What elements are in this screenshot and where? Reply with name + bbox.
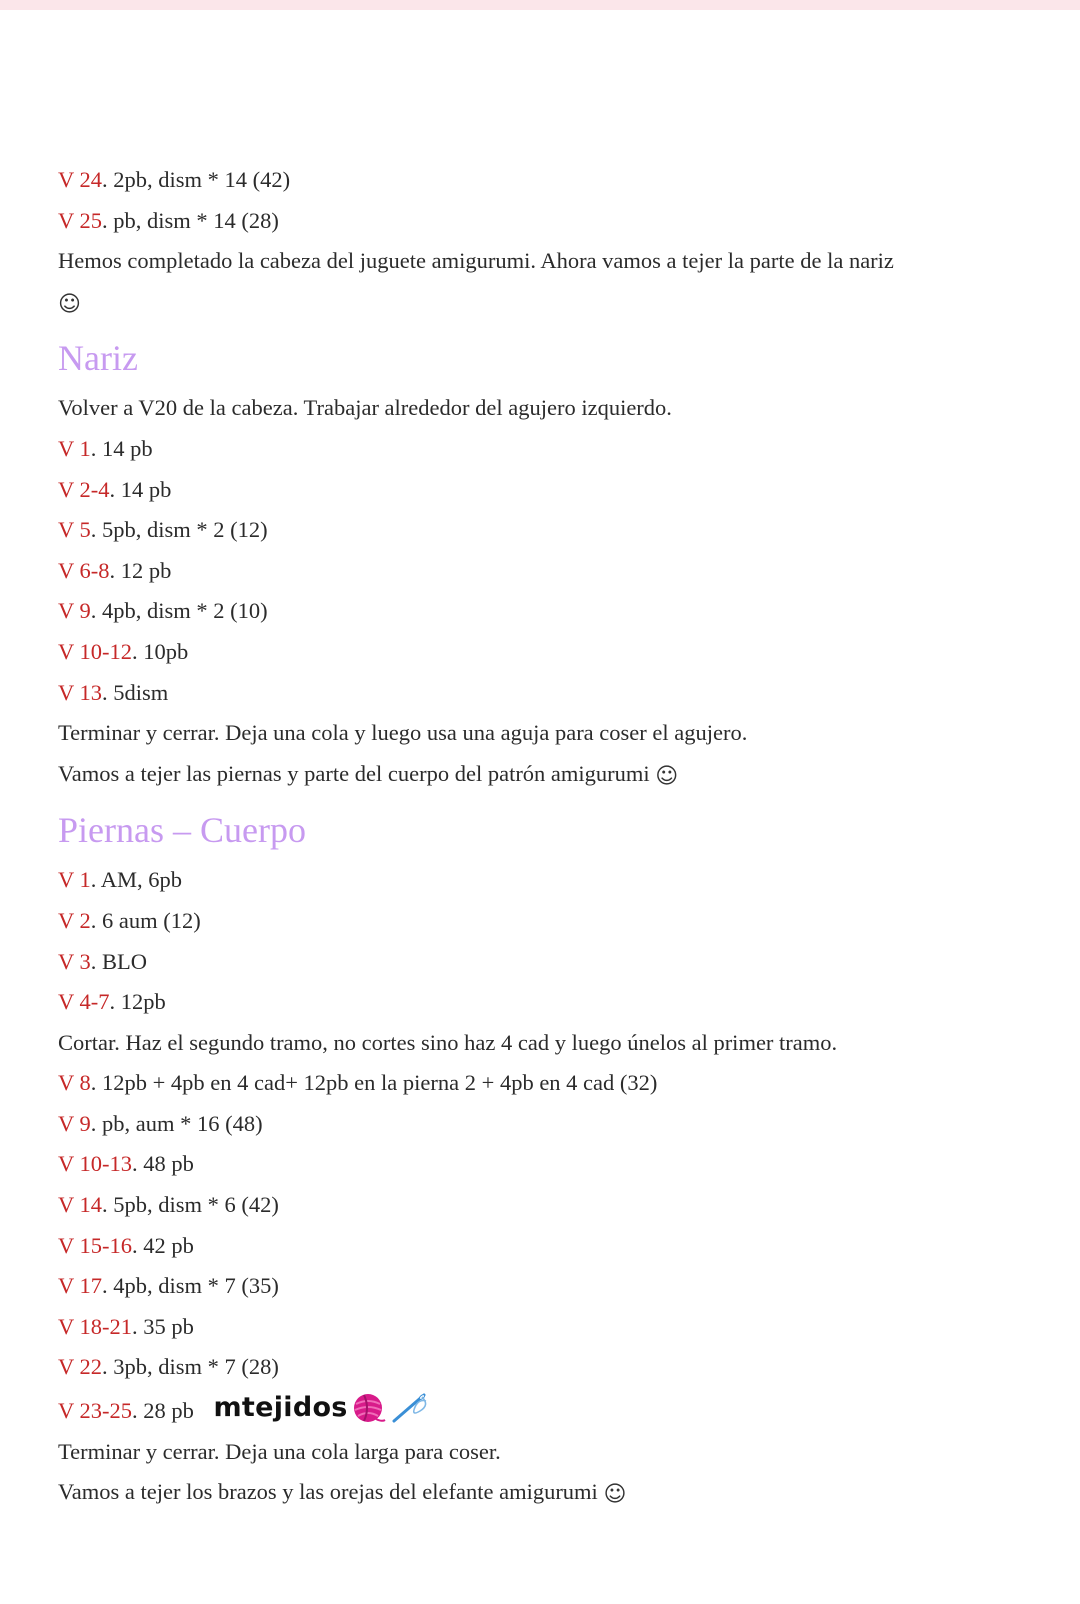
piernas-finish: Terminar y cerrar. Deja una cola larga para coser.	[58, 1438, 501, 1464]
round-text: . 42 pb	[131, 1232, 194, 1258]
round-line	[58, 591, 1018, 632]
round-text: . 2pb, dism * 14 (42)	[101, 167, 291, 192]
round-line	[58, 942, 1018, 983]
round-text: . 14 pb	[109, 476, 172, 502]
round-label: V 4-7	[58, 989, 110, 1015]
piernas-cut-note: Cortar. Haz el segundo tramo, no cortes sino haz 4 cad y luego únelos al primer tramo.	[58, 1029, 838, 1055]
round-label: V 1	[58, 435, 91, 461]
piernas-next-text: Vamos a tejer los brazos y las orejas del elefante amigurumi	[58, 1479, 598, 1505]
section-heading-nariz: Nariz	[58, 338, 138, 379]
round-line	[58, 1226, 1018, 1267]
round-label: V 3	[58, 948, 91, 974]
round-label: V 2-4	[58, 476, 110, 502]
round-text: . 10pb	[131, 638, 189, 664]
round-label: V 2	[58, 907, 91, 933]
round-label: V 9	[58, 598, 91, 624]
round-label: V 13	[58, 679, 102, 705]
nariz-next-text: Vamos a tejer las piernas y parte del cuerpo del patrón amigurumi	[58, 760, 650, 786]
round-label: V 1	[58, 867, 91, 893]
round-label: V 25	[58, 207, 102, 233]
round-label: V 23-25	[58, 1398, 132, 1424]
round-line	[58, 860, 1018, 901]
round-line	[58, 551, 1018, 592]
round-text: . 12 pb	[109, 557, 172, 583]
round-text: . 14 pb	[90, 435, 153, 461]
round-line	[58, 1104, 1018, 1145]
round-text: . 35 pb	[131, 1313, 194, 1339]
round-label: V 24	[58, 167, 102, 192]
pattern-content	[58, 160, 1018, 1513]
smiley-icon: ☺	[655, 763, 679, 789]
round-text: . pb, dism * 14 (28)	[101, 207, 279, 233]
round-label: V 6-8	[58, 557, 110, 583]
round-text: . 4pb, dism * 2 (10)	[90, 598, 268, 624]
piernas-next-paragraph	[58, 1472, 1018, 1513]
section-heading-piernas-cuerpo: Piernas – Cuerpo	[58, 810, 306, 851]
round-line-with-watermark	[58, 1388, 1018, 1432]
round-text: . 3pb, dism * 7 (28)	[101, 1354, 279, 1380]
round-line	[58, 673, 1018, 714]
round-line	[58, 1185, 1018, 1226]
round-text: . 12pb + 4pb en 4 cad+ 12pb en la pierna 2 + 4pb en 4 cad (32)	[90, 1070, 658, 1096]
smiley-icon: ☺	[603, 1482, 627, 1508]
round-line	[58, 1266, 1018, 1307]
round-line	[58, 901, 1018, 942]
round-line	[58, 1063, 1018, 1104]
round-label: V 15-16	[58, 1232, 132, 1258]
round-label: V 22	[58, 1354, 102, 1380]
round-label: V 17	[58, 1273, 102, 1299]
round-label: V 10-12	[58, 638, 132, 664]
round-line	[58, 510, 1018, 551]
round-label: V 10-13	[58, 1151, 132, 1177]
nariz-next-paragraph	[58, 754, 1018, 795]
round-text: . AM, 6pb	[90, 867, 182, 893]
top-strip	[0, 0, 1080, 10]
round-line	[58, 201, 1018, 242]
round-text: . pb, aum * 16 (48)	[90, 1110, 263, 1136]
nariz-intro: Volver a V20 de la cabeza. Trabajar alrededor del agujero izquierdo.	[58, 395, 672, 421]
round-text: . 5dism	[101, 679, 169, 705]
round-label: V 5	[58, 517, 91, 543]
round-line	[58, 982, 1018, 1023]
round-line	[58, 1347, 1018, 1388]
round-text: . 6 aum (12)	[90, 907, 201, 933]
round-text: . 4pb, dism * 7 (35)	[101, 1273, 279, 1299]
round-label: V 9	[58, 1110, 91, 1136]
round-text: . 5pb, dism * 2 (12)	[90, 517, 268, 543]
smiley-icon: ☺	[58, 291, 81, 317]
round-text: . BLO	[90, 948, 147, 974]
round-text: . 48 pb	[131, 1151, 194, 1177]
round-text: . 5pb, dism * 6 (42)	[101, 1192, 279, 1218]
head-completed-text: Hemos completado la cabeza del juguete amigurumi. Ahora vamos a tejer la parte de la nariz	[58, 248, 894, 274]
needle-thread-icon	[390, 1391, 430, 1425]
round-line	[58, 470, 1018, 511]
round-line	[58, 160, 1018, 201]
head-completed-paragraph	[58, 241, 1018, 322]
nariz-finish: Terminar y cerrar. Deja una cola y luego usa una aguja para coser el agujero.	[58, 720, 748, 746]
round-text: . 28 pb	[131, 1398, 194, 1424]
round-line	[58, 1307, 1018, 1348]
round-label: V 14	[58, 1192, 102, 1218]
round-label: V 8	[58, 1070, 91, 1096]
round-text: . 12pb	[109, 989, 166, 1015]
round-line	[58, 1144, 1018, 1185]
watermark	[213, 1388, 429, 1429]
round-line	[58, 632, 1018, 673]
yarn-ball-icon	[352, 1391, 386, 1425]
round-label: V 18-21	[58, 1313, 132, 1339]
round-line	[58, 429, 1018, 470]
watermark-text: mtejidos	[213, 1392, 348, 1424]
